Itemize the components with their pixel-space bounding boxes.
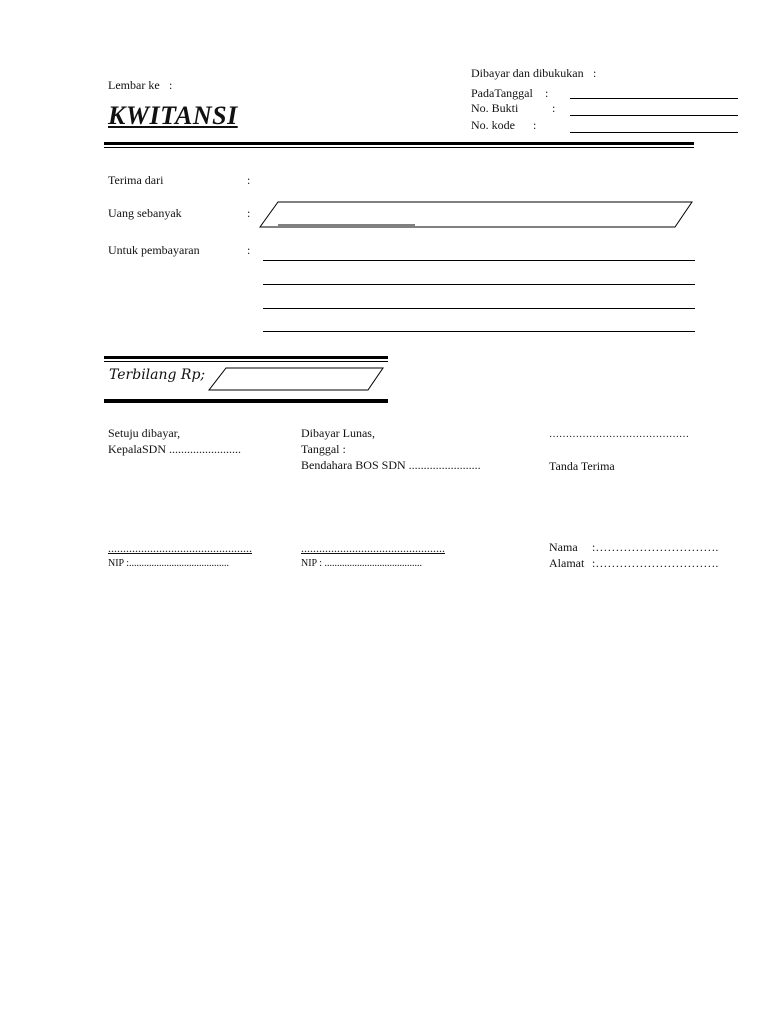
lembar-ke-colon: : bbox=[169, 78, 173, 92]
dibayar-label: Dibayar dan dibukukan bbox=[471, 66, 584, 80]
no-bukti-label: No. Bukti bbox=[471, 101, 519, 115]
page-title: KWITANSI bbox=[108, 101, 238, 130]
dibayar-colon: : bbox=[593, 66, 597, 80]
uang-sebanyak-colon: : bbox=[247, 206, 251, 220]
nama-label: Nama bbox=[549, 540, 578, 554]
bendahara-nip: NIP : ....................................... bbox=[301, 558, 423, 569]
setuju-dibayar: Setuju dibayar, bbox=[108, 426, 181, 440]
no-kode-label: No. kode bbox=[471, 118, 515, 132]
tanda-terima: Tanda Terima bbox=[549, 459, 615, 473]
kepala-nip: NIP :........................................ bbox=[108, 558, 230, 569]
kepala-signature-dots: ................................................ bbox=[108, 541, 252, 555]
bendahara-signature-dots: ................................................ bbox=[301, 541, 445, 555]
terima-dari-label: Terima dari bbox=[108, 173, 164, 187]
pada-tanggal-colon: : bbox=[545, 86, 549, 100]
tanggal-label: Tanggal : bbox=[301, 442, 346, 456]
alamat-dots: :…………………………. bbox=[592, 556, 719, 570]
alamat-label: Alamat bbox=[549, 556, 585, 570]
lembar-ke-label: Lembar ke bbox=[108, 78, 160, 92]
no-bukti-colon: : bbox=[552, 101, 556, 115]
terima-dari-colon: : bbox=[247, 173, 251, 187]
kepala-sdn: KepalaSDN ........................ bbox=[108, 442, 241, 456]
date-dots: …………………………………… bbox=[549, 429, 689, 440]
terbilang-label: Terbilang Rp; bbox=[109, 367, 206, 383]
bendahara-label: Bendahara BOS SDN ........................ bbox=[301, 458, 481, 472]
untuk-pembayaran-label: Untuk pembayaran bbox=[108, 243, 200, 257]
untuk-pembayaran-colon: : bbox=[247, 243, 251, 257]
pada-tanggal-label: PadaTanggal bbox=[471, 86, 533, 100]
nama-dots: :…………………………. bbox=[592, 540, 719, 554]
terbilang-bottom-thick bbox=[104, 399, 388, 403]
dibayar-lunas: Dibayar Lunas, bbox=[301, 426, 375, 440]
terbilang-box[interactable] bbox=[0, 0, 768, 400]
no-kode-colon: : bbox=[533, 118, 537, 132]
uang-sebanyak-label: Uang sebanyak bbox=[108, 206, 182, 220]
